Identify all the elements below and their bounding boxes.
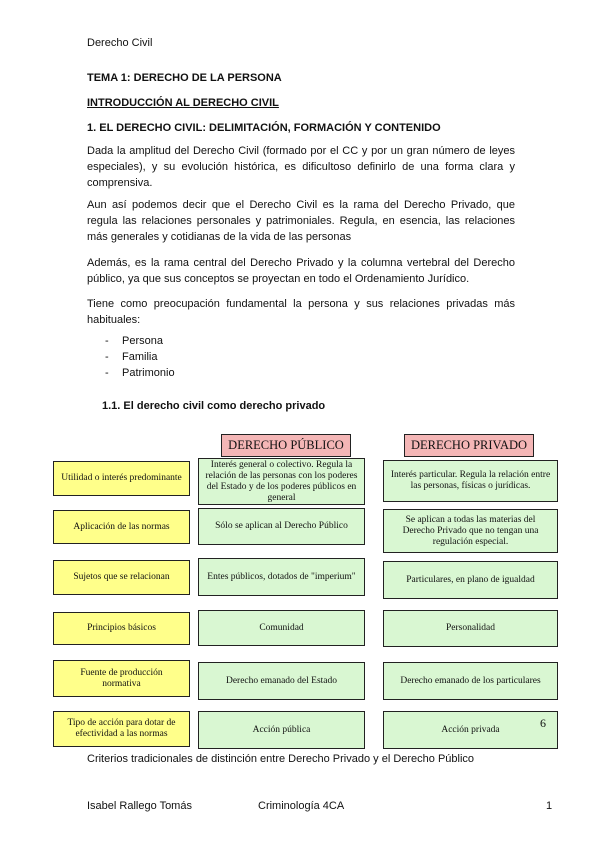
footer-author: Isabel Rallego Tomás (87, 800, 192, 812)
private-cell: Acción privada (383, 711, 558, 749)
list-item-label: Patrimonio (122, 367, 175, 379)
page-number: 1 (546, 800, 553, 812)
private-cell: Se aplican a todas las materias del Derecho Privado que no tengan una regulación especial. (383, 509, 558, 553)
intro-title: INTRODUCCIÓN AL DERECHO CIVIL (87, 97, 279, 109)
list-item: - Persona (105, 335, 163, 347)
private-cell: Derecho emanado de los particulares (383, 662, 558, 700)
public-cell: Interés general o colectivo. Regula la relación de las personas con los poderes del Estado y de los poderes públicos en general (198, 458, 365, 505)
private-cell: Interés particular. Regula la relación entre las personas, físicas o jurídicas. (383, 460, 558, 502)
page-header: Derecho Civil (87, 37, 153, 49)
public-cell: Comunidad (198, 610, 365, 646)
figure-caption: Criterios tradicionales de distinción entre Derecho Privado y el Derecho Público (87, 753, 475, 765)
paragraph-4: Tiene como preocupación fundamental la persona y sus relaciones privadas más habituales: (87, 298, 515, 326)
public-cell: Entes públicos, dotados de "imperium" (198, 558, 365, 596)
criterion-cell: Principios básicos (53, 612, 190, 645)
private-cell: Personalidad (383, 610, 558, 647)
criterion-cell: Sujetos que se relacionan (53, 560, 190, 595)
footer-course: Criminología 4CA (258, 800, 345, 812)
public-cell: Derecho emanado del Estado (198, 662, 365, 700)
criterion-cell: Fuente de producción normativa (53, 660, 190, 697)
list-item-label: Persona (122, 335, 163, 347)
criterion-cell: Utilidad o interés predominante (53, 461, 190, 496)
column-header-private: DERECHO PRIVADO (404, 434, 534, 457)
column-header-public: DERECHO PÚBLICO (221, 434, 351, 457)
list-item: - Patrimonio (105, 367, 175, 379)
public-cell: Acción pública (198, 711, 365, 749)
criterion-cell: Aplicación de las normas (53, 510, 190, 544)
corner-mark: 6 (540, 716, 546, 730)
private-cell: Particulares, en plano de igualdad (383, 561, 558, 599)
section-title: 1. EL DERECHO CIVIL: DELIMITACIÓN, FORMACIÓN Y CONTENIDO (87, 122, 441, 134)
list-item: - Familia (105, 351, 158, 363)
public-cell: Sólo se aplican al Derecho Público (198, 508, 365, 545)
paragraph-2: Aun así podemos decir que el Derecho Civil es la rama del Derecho Privado, que regula las relaciones personales y patrimoniales. Regula, en esencia, las relaciones más generales y cotidianas de la vida de las personas (87, 199, 515, 243)
topic-title: TEMA 1: DERECHO DE LA PERSONA (87, 72, 282, 84)
criterion-cell: Tipo de acción para dotar de efectividad a las normas (53, 711, 190, 747)
list-item-label: Familia (122, 351, 158, 363)
paragraph-1: Dada la amplitud del Derecho Civil (formado por el CC y por un gran número de leyes especiales), y su evolución histórica, es dificultoso definirlo de una forma clara y comprensiva. (87, 145, 515, 189)
subsection-title: 1.1. El derecho civil como derecho privado (102, 400, 326, 412)
paragraph-3: Además, es la rama central del Derecho Privado y la columna vertebral del Derecho público, ya que sus conceptos se proyectan en todo el Ordenamiento Jurídico. (87, 257, 515, 285)
